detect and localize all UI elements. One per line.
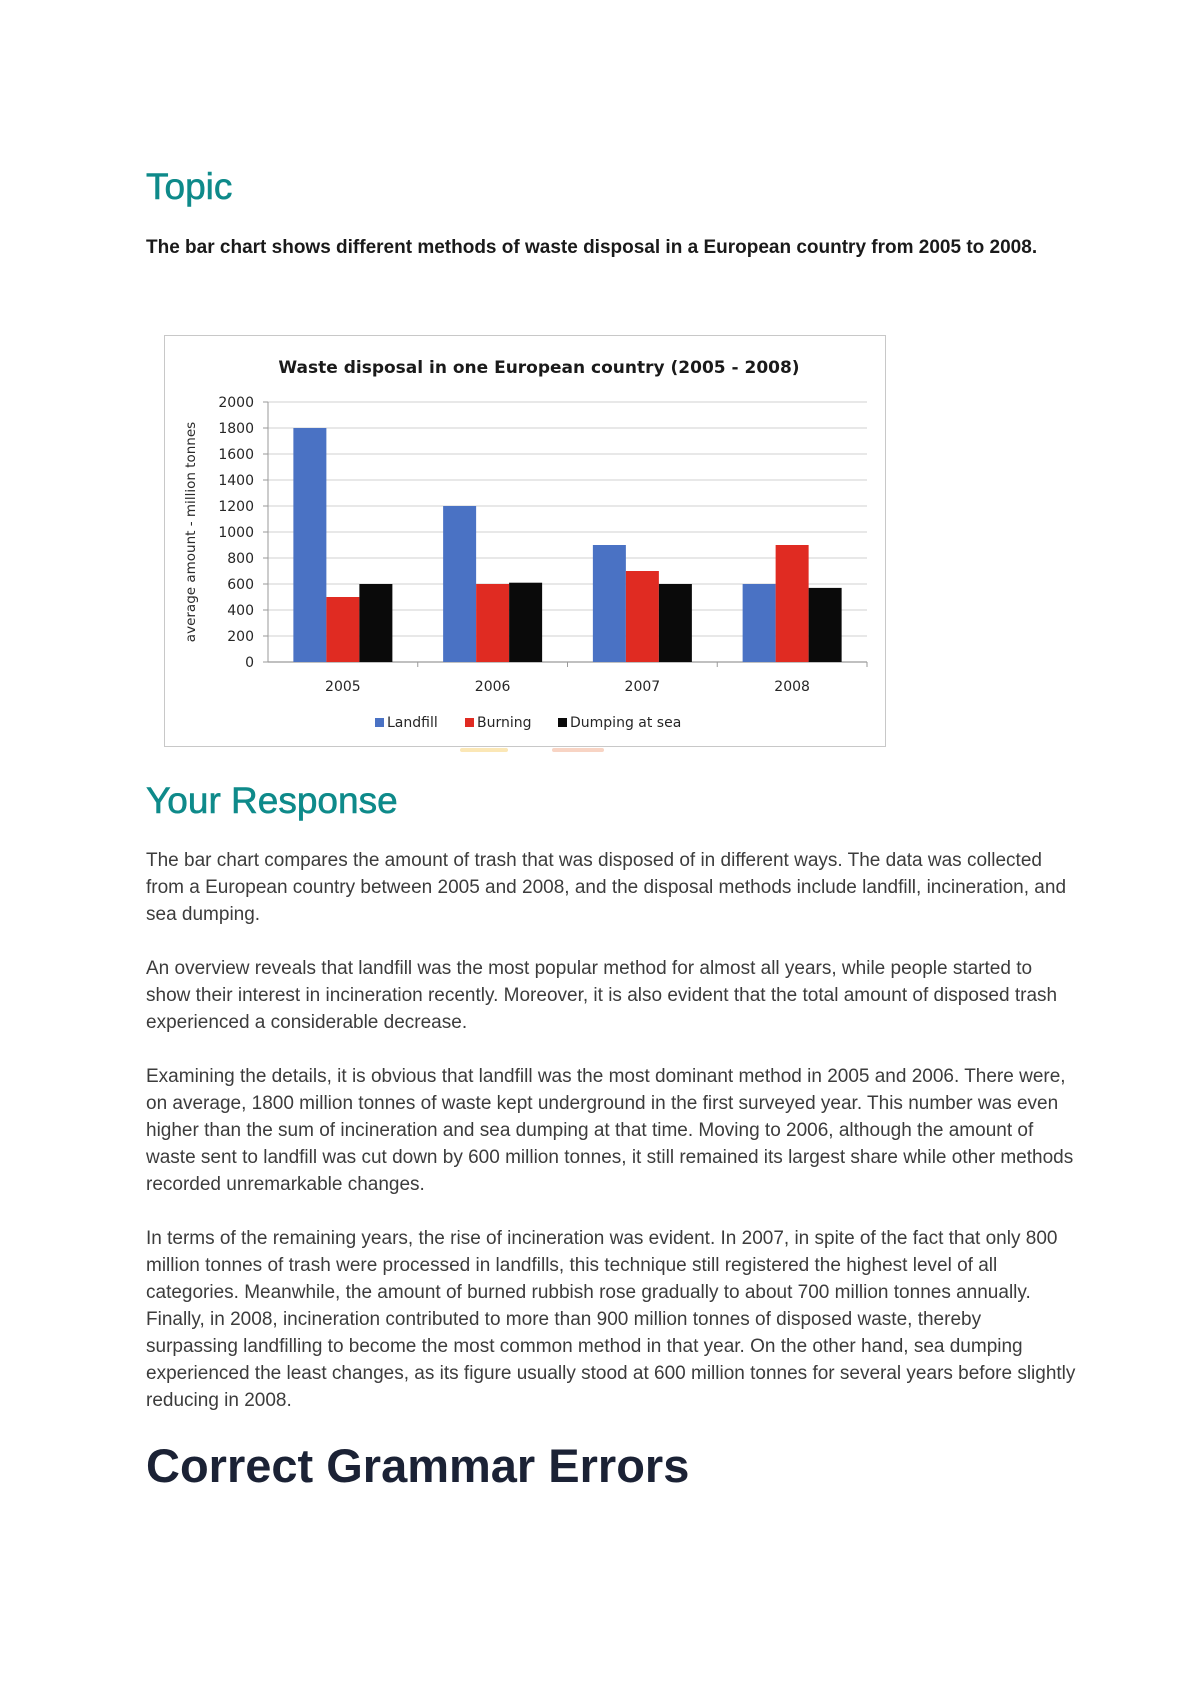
chart-title: Waste disposal in one European country (2005 - 2008) xyxy=(278,358,800,378)
response-body xyxy=(146,847,1076,1441)
shadow-mark xyxy=(552,748,604,752)
x-tick-label: 2005 xyxy=(325,679,361,695)
topic-prompt: The bar chart shows different methods of waste disposal in a European country from 2005 to 2008. xyxy=(146,237,1038,258)
bar-dumping-at-sea xyxy=(809,588,842,662)
grammar-heading: Correct Grammar Errors xyxy=(146,1439,690,1492)
bar-burning xyxy=(476,584,509,662)
y-tick-label: 800 xyxy=(227,551,254,567)
y-tick-label: 600 xyxy=(227,577,254,593)
x-tick-label: 2006 xyxy=(474,679,511,695)
response-paragraph: Examining the details, it is obvious that landfill was the most dominant method in 2005 and 2006. There were, on average, 1800 million tonnes of waste kept underground in the first surveyed year. This number was even higher than the sum of incineration and sea dumping at that time. Moving to 2006, although the amount of waste sent to landfill was cut down by 600 million tonnes, it still remained its largest share while other methods recorded unremarkable changes. xyxy=(146,1066,1074,1195)
bar-landfill xyxy=(443,506,476,662)
response-paragraph: An overview reveals that landfill was the most popular method for almost all years, while people started to show their interest in incineration recently. Moreover, it is also evident that the total amount of disposed trash experienced a considerable decrease. xyxy=(146,958,1058,1033)
topic-heading: Topic xyxy=(146,166,233,207)
y-tick-label: 1600 xyxy=(218,447,254,463)
y-tick-label: 1200 xyxy=(218,499,254,515)
legend-label: Dumping at sea xyxy=(570,715,682,731)
y-tick-label: 400 xyxy=(227,603,254,619)
bar-landfill xyxy=(743,584,776,662)
y-tick-label: 200 xyxy=(227,629,254,645)
bar-landfill xyxy=(293,428,326,662)
bar-dumping-at-sea xyxy=(659,584,692,662)
response-paragraph: In terms of the remaining years, the rise of incineration was evident. In 2007, in spite of the fact that only 800 million tonnes of trash were processed in landfills, this technique still registered the highest level of all categories. Meanwhile, the amount of burned rubbish rose gradually to about 700 million tonnes annually. Finally, in 2008, incineration contributed to more than 900 million tonnes of disposed waste, thereby surpassing landfilling to become the most common method in that year. On the other hand, sea dumping experienced the least changes, as its figure usually stood at 600 million tonnes for several years before slightly reducing in 2008. xyxy=(146,1228,1076,1411)
bar-burning xyxy=(326,597,359,662)
bar-dumping-at-sea xyxy=(509,583,542,662)
x-tick-label: 2007 xyxy=(624,679,661,695)
response-paragraph: The bar chart compares the amount of trash that was disposed of in different ways. The data was collected from a European country between 2005 and 2008, and the disposal methods include landfill, incineration, and sea dumping. xyxy=(146,850,1067,925)
y-tick-label: 1400 xyxy=(218,473,254,489)
bar-landfill xyxy=(593,545,626,662)
legend-swatch xyxy=(375,718,384,727)
y-tick-label: 0 xyxy=(245,655,254,671)
legend-swatch xyxy=(465,718,474,727)
y-tick-label: 2000 xyxy=(218,395,254,411)
y-tick-label: 1800 xyxy=(218,421,254,437)
bar-burning xyxy=(626,571,659,662)
response-heading: Your Response xyxy=(146,780,398,821)
bar-dumping-at-sea xyxy=(359,584,392,662)
legend-label: Burning xyxy=(477,715,532,731)
y-tick-label: 1000 xyxy=(218,525,254,541)
x-tick-label: 2008 xyxy=(774,679,810,695)
shadow-mark xyxy=(460,748,508,752)
legend-label: Landfill xyxy=(387,715,438,731)
bar-burning xyxy=(776,545,809,662)
bar-chart-svg xyxy=(165,336,887,748)
y-axis-label: average amount - million tonnes xyxy=(183,421,199,643)
bar-chart xyxy=(164,335,886,747)
chart-bottom-shadow xyxy=(460,748,610,754)
legend-swatch xyxy=(558,718,567,727)
